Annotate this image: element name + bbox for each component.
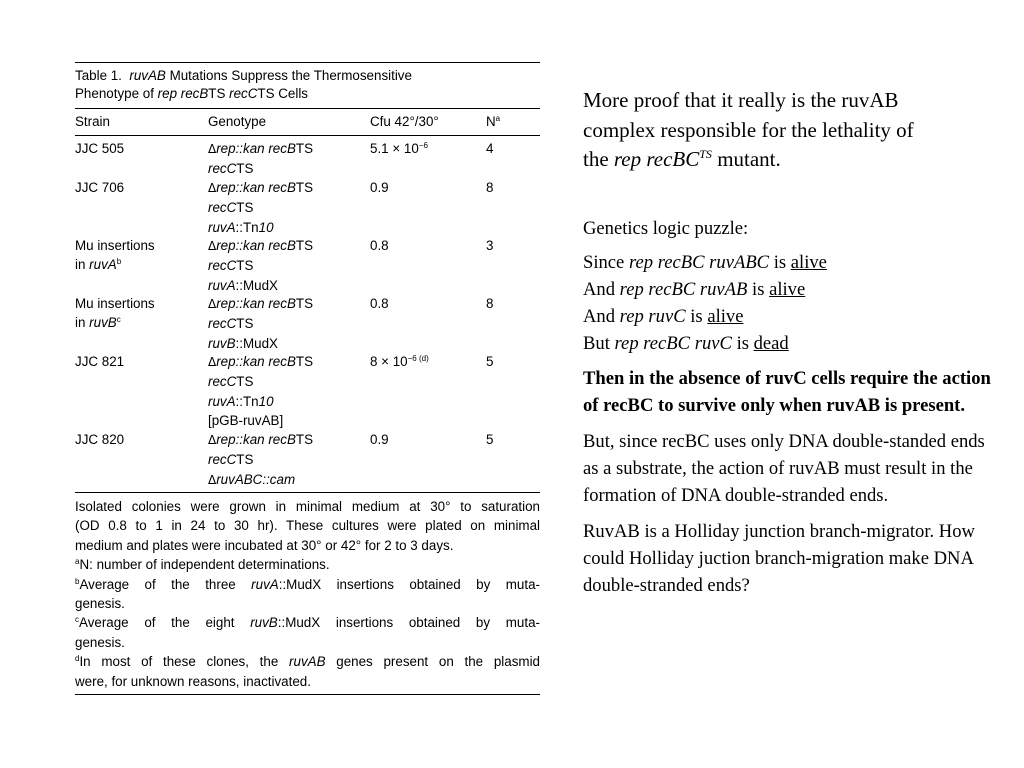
cell-genotype: Δrep::kan recBTS recCTS ruvA::Tn10 bbox=[208, 180, 314, 235]
cell-cfu: 0.8 bbox=[370, 238, 389, 253]
cell-strain: Mu insertions in ruvA$^b$ bbox=[75, 238, 155, 273]
cell-genotype: Δrep::kan recBTS recCTS ruvB::MudX bbox=[208, 296, 314, 351]
cell-n: 5 bbox=[486, 354, 494, 369]
cell-cfu: 0.8 bbox=[370, 296, 389, 311]
footnote-text: (OD 0.8 to 1 in 24 to 30 hr). These cultures were plated on minimal bbox=[75, 518, 540, 534]
puzzle-title: Genetics logic puzzle: bbox=[583, 217, 749, 239]
cell-cfu: $8 \times 10^{-6 (d)}$ bbox=[370, 354, 429, 369]
table-figure bbox=[75, 62, 540, 695]
cell-strain: JJC 820 bbox=[75, 432, 125, 447]
cell-n: 8 bbox=[486, 296, 494, 311]
footnote-c-cont: genesis. bbox=[75, 634, 125, 650]
cell-genotype: Δrep::kan recBTS recCTS ruvA::Tn10 [pGB-ruvAB] bbox=[208, 354, 314, 429]
header-n: $N^a$ bbox=[486, 114, 501, 129]
cell-genotype: Δrep::kan recBTS recCTS ruvA::MudX bbox=[208, 238, 314, 293]
cell-strain: JJC 505 bbox=[75, 141, 125, 156]
slide-notes bbox=[583, 86, 1003, 608]
table-row bbox=[75, 430, 540, 488]
caption-text: TS Cells bbox=[257, 86, 309, 101]
footnote-a: $^a$N: number of independent determinations. bbox=[75, 557, 330, 573]
table-bottom-rule bbox=[75, 694, 540, 695]
paragraph-question: RuvAB is a Holliday junction branch-migrator. How could Holliday juction branch-migration make DNA double-stranded ends? bbox=[583, 520, 975, 596]
header-strain: Strain bbox=[75, 114, 110, 129]
caption-text: TS bbox=[208, 86, 226, 101]
table-row bbox=[75, 294, 540, 352]
table-row bbox=[75, 236, 540, 294]
table-footnotes bbox=[75, 493, 540, 694]
table-row bbox=[75, 139, 540, 178]
cell-n: 4 bbox=[486, 141, 494, 156]
caption-gene: recC bbox=[229, 86, 258, 101]
cell-n: 8 bbox=[486, 180, 494, 195]
footnote-text: Isolated colonies were grown in minimal medium at 30° to saturation bbox=[75, 499, 540, 514]
caption-text: Phenotype of bbox=[75, 86, 154, 101]
header-genotype: Genotype bbox=[208, 114, 267, 129]
caption-gene: rep recB bbox=[157, 86, 209, 101]
cell-strain: JJC 821 bbox=[75, 354, 125, 369]
cell-cfu: $5.1 \times 10^{-6}$ bbox=[370, 141, 428, 156]
table-number: Table 1. bbox=[75, 68, 122, 83]
cell-n: 5 bbox=[486, 432, 494, 447]
header-cfu: Cfu 42°/30° bbox=[370, 114, 439, 129]
table-caption bbox=[75, 63, 540, 108]
table-body bbox=[75, 136, 540, 492]
table-header bbox=[75, 109, 540, 135]
condition-line: And rep recBC ruvAB is alive bbox=[583, 278, 806, 300]
footnote-c: $^c$Average of the eight ruvB::MudX insertions obtained by muta- bbox=[75, 615, 540, 631]
cell-genotype: Δrep::kan recBTS recCTS bbox=[208, 141, 314, 177]
cell-cfu: 0.9 bbox=[370, 180, 389, 195]
condition-line: But rep recBC ruvC is dead bbox=[583, 332, 789, 354]
cell-strain: Mu insertions in ruvB$^c$ bbox=[75, 296, 155, 331]
cell-cfu: 0.9 bbox=[370, 432, 389, 447]
intro-text: More proof that it really is the ruvAB complex responsible for the lethality of the rep recBC$^{TS}$ mutant. bbox=[583, 88, 914, 171]
condition-line: And rep ruvC is alive bbox=[583, 305, 744, 327]
caption-gene: ruvAB bbox=[129, 68, 166, 83]
footnote-b-cont: genesis. bbox=[75, 596, 125, 612]
puzzle-conditions bbox=[583, 249, 1003, 357]
caption-text: Mutations Suppress the Thermosensitive bbox=[169, 68, 412, 83]
cell-strain: JJC 706 bbox=[75, 180, 125, 195]
cell-genotype: Δrep::kan recBTS recCTS ΔruvABC::cam bbox=[208, 432, 314, 487]
footnote-b: $^b$Average of the three ruvA::MudX insertions obtained by muta- bbox=[75, 576, 540, 592]
condition-line: Since rep recBC ruvABC is alive bbox=[583, 251, 827, 273]
cell-n: 3 bbox=[486, 238, 494, 253]
table-row bbox=[75, 352, 540, 430]
conclusion-text: Then in the absence of ruvC cells require the action of recBC to survive only when ruvAB is present. bbox=[583, 367, 991, 416]
paragraph-substrate: But, since recBC uses only DNA double-standed ends as a substrate, the action of ruvAB must result in the formation of DNA double-stranded ends. bbox=[583, 430, 985, 506]
footnote-d-cont: were, for unknown reasons, inactivated. bbox=[75, 673, 311, 689]
footnote-d: $^d$In most of these clones, the ruvAB genes present on the plasmid bbox=[75, 654, 540, 670]
table-row bbox=[75, 178, 540, 236]
footnote-text: medium and plates were incubated at 30° or 42° for 2 to 3 days. bbox=[75, 537, 454, 553]
